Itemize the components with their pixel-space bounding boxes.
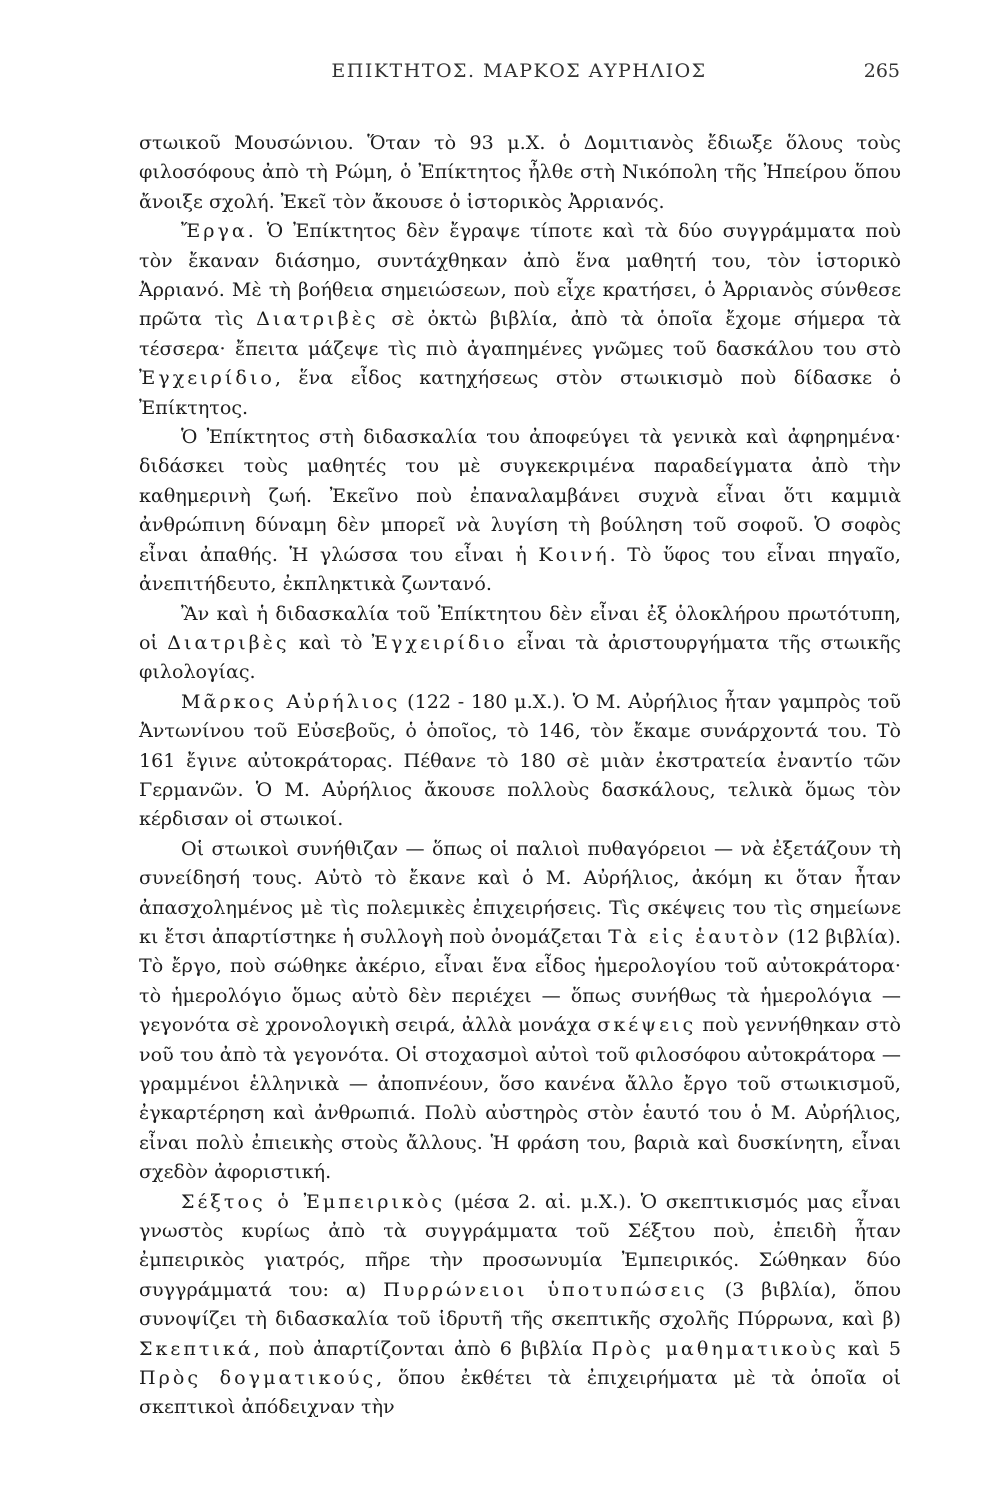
page-header — [138, 60, 900, 94]
spaced-term: Κοινή — [538, 542, 610, 566]
text-run: , ποὺ ἀπαρτίζονται ἀπὸ 6 βιβλία — [253, 1336, 592, 1360]
running-title: ΕΠΙΚΤΗΤΟΣ. ΜΑΡΚΟΣ ΑΥΡΗΛΙΟΣ — [331, 60, 707, 82]
text-run: καὶ 5 — [838, 1336, 901, 1360]
text-run: (12 βιβλία). Τὸ ἔργο, ποὺ σώθηκε ἀκέριο, εἶναι ἕνα εἶδος ἡμερολογίου τοῦ αὐτοκράτορα· τὸ ἡμερολόγιο ὅμως αὐτὸ δὲν περιέχει — ὅπως συνήθως τὰ ἡμερολόγια — γεγονότα σὲ χρονολογικὴ σειρά, ἀλλὰ μονάχα — [139, 924, 902, 1037]
text-run: (122 - 180 μ.Χ.). Ὁ Μ. Αὐρήλιος ἦταν γαμπρὸς τοῦ Ἀντωνίνου τοῦ Εὐσεβοῦς, ὁ ὁποῖος, τὸ 146, τὸν ἔκαμε συνάρχοντά του. Τὸ 161 ἔγινε αὐτοκράτορας. Πέθανε τὸ 180 σὲ μιὰν ἐκστρατεία ἐναντίο τῶν Γερμανῶν. Ὁ Μ. Αὐρήλιος ἄκουσε πολλοὺς δασκάλους, τελικὰ ὅμως τὸν κέρδισαν οἱ στωικοί. — [139, 689, 902, 831]
paragraph — [139, 216, 901, 422]
spaced-term: Ἐγχειρίδιο — [139, 366, 275, 390]
spaced-term: Πυρρώνειοι ὑποτυπώσεις — [383, 1277, 708, 1301]
spaced-term: σκέψεις — [597, 1013, 697, 1037]
spaced-term: Σκεπτικά — [139, 1336, 254, 1360]
paragraph — [139, 599, 901, 687]
text-run: σὲ ὀκτὼ βιβλία, ἀπὸ τὰ ὁποῖα ἔχομε σήμερα τὰ τέσσερα· ἔπειτα μάζεψε τὶς πιὸ ἀγαπημένες γνῶμες τοῦ δασκάλου του στὸ — [139, 307, 901, 360]
paragraph — [139, 834, 901, 1187]
text-run: , ὅπου ἐκθέτει τὰ ἐπιχειρήματα μὲ τὰ ὁποῖα οἱ σκεπτικοὶ ἀπόδειχναν τὴν — [139, 1366, 901, 1419]
text-run: καὶ τὸ — [289, 630, 372, 654]
spaced-term: Διατριβὲς — [256, 307, 379, 331]
paragraph — [139, 1187, 901, 1422]
paragraph — [139, 422, 901, 598]
text-run: (μέσα 2. αἰ. μ.Χ.). Ὁ σκεπτικισμός μας εἶναι γνωστὸς κυρίως ἀπὸ τὰ συγγράμματα τοῦ Σέξτου ποὺ, ἐπειδὴ ἦταν ἐμπειρικὸς γιατρός, πῆρε τὴν προσωνυμία Ἐμπειρικός. Σώθηκαν δύο συγγράμματά του: α) — [139, 1189, 901, 1301]
spaced-term: Πρὸς μαθηματικοὺς — [591, 1336, 839, 1360]
text-run: ποὺ γεννήθηκαν στὸ νοῦ του ἀπὸ τὰ γεγονότα. Οἱ στοχασμοὶ αὐτοὶ τοῦ φιλοσόφου αὐτοκράτορα — γραμμένοι ἑλληνικὰ — ἀποπνέουν, ὅσο κανένα ἄλλο ἔργο τοῦ στωικισμοῦ, ἐγκαρτέρηση καὶ ἀνθρωπιά. Πολὺ αὐστηρὸς στὸν ἑαυτό του ὁ Μ. Αὐρήλιος, εἶναι πολὺ ἐπιεικὴς στοὺς ἄλλους. Ἡ φράση του, βαριὰ καὶ δυσκίνητη, εἶναι σχεδὸν ἀφοριστική. — [139, 1013, 902, 1184]
page-number: 265 — [863, 60, 900, 82]
spaced-term: Διατριβὲς — [167, 630, 290, 654]
text-run: , ἕνα εἶδος κατηχήσεως στὸν στωικισμὸ ποὺ δίδασκε ὁ Ἐπίκτητος. — [139, 366, 901, 419]
text-run: Ἂν καὶ ἡ διδασκαλία τοῦ Ἐπίκτητου δὲν εἶναι ἐξ ὁλοκλήρου πρωτότυπη, οἱ — [139, 601, 901, 654]
text-run: Ὁ Ἐπίκτητος στὴ διδασκαλία του ἀποφεύγει τὰ γενικὰ καὶ ἀφηρημένα· διδάσκει τοὺς μαθητές του μὲ συγκεκριμένα παραδείγματα ἀπὸ τὴν καθημερινὴ ζωή. Ἐκεῖνο ποὺ ἐπαναλαμβάνει συχνὰ εἶναι ὅτι καμμιὰ ἀνθρώπινη δύναμη δὲν μπορεῖ νὰ λυγίση τὴ βούληση τοῦ σοφοῦ. Ὁ σοφὸς εἶναι ἀπαθής. Ἡ γλώσσα του εἶναι ἡ — [139, 425, 901, 566]
text-run: εἶναι τὰ ἀριστουργήματα τῆς στωικῆς φιλολογίας. — [139, 630, 901, 684]
paragraph — [139, 128, 901, 216]
text-run: (3 βιβλία), ὅπου συνοψίζει τὴ διδασκαλία τοῦ ἱδρυτῆ τῆς σκεπτικῆς σχολῆς Πύρρωνα, καὶ β) — [139, 1277, 901, 1331]
paragraph — [139, 687, 901, 834]
spaced-term: Ἔργα. — [181, 219, 257, 243]
spaced-term: Πρὸς δογματικούς — [139, 1366, 377, 1390]
spaced-term: Ἐγχειρίδιο — [371, 630, 508, 654]
text-run: Οἱ στωικοὶ συνήθιζαν — ὅπως οἱ παλιοὶ πυθαγόρειοι — νὰ ἐξετάζουν τὴ συνείδησή τους. Αὐτὸ τὸ ἔκανε καὶ ὁ Μ. Αὐρήλιος, ἀκόμη κι ὅταν ἦταν ἀπασχολημένος μὲ τὶς πολεμικὲς ἐπιχειρήσεις. Τὶς σκέψεις του τὶς σημείωνε κι ἔτσι ἀπαρτίστηκε ἡ συλλογὴ ποὺ ὀνομάζεται — [139, 836, 901, 948]
spaced-term: Μᾶρκος Αὐρήλιος — [181, 689, 401, 713]
text-run: Ὁ Ἐπίκτητος δὲν ἔγραψε τίποτε καὶ τὰ δύο συγγράμματα ποὺ τὸν ἔκαναν διάσημο, συντάχθηκαν ἀπὸ ἕνα μαθητή του, τὸν ἱστορικὸ Ἀρριανό. Μὲ τὴ βοήθεια σημειώσεων, ποὺ εἶχε κρατήσει, ὁ Ἀρριανὸς σύνθεσε πρῶτα τὶς — [139, 219, 901, 331]
spaced-term: Τὰ εἰς ἑαυτὸν — [608, 924, 782, 948]
text-run: . Τὸ ὕφος του εἶναι πηγαῖο, ἀνεπιτήδευτο, ἐκπληκτικὰ ζωντανό. — [139, 542, 901, 596]
spaced-term: Σέξτος ὁ Ἐμπειρικὸς — [181, 1189, 446, 1213]
body-text — [139, 128, 901, 1422]
text-run: στωικοῦ Μουσώνιου. Ὅταν τὸ 93 μ.Χ. ὁ Δομιτιανὸς ἔδιωξε ὅλους τοὺς φιλοσόφους ἀπὸ τὴ Ρώμη, ὁ Ἐπίκτητος ἦλθε στὴ Νικόπολη τῆς Ἠπείρου ὅπου ἄνοιξε σχολή. Ἐκεῖ τὸν ἄκουσε ὁ ἱστορικὸς Ἀρριανός. — [139, 131, 901, 213]
